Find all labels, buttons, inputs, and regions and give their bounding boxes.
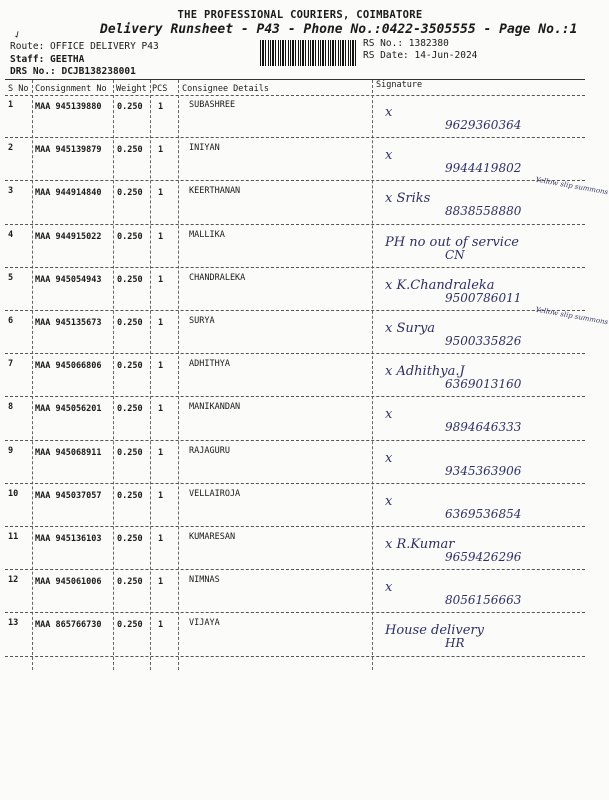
pen-mark: ✓	[11, 27, 24, 42]
row-signature: x	[385, 580, 393, 596]
row-consignment-no: MAA 945037057	[35, 490, 102, 501]
row-consignment-no: MAA 945054943	[35, 274, 102, 285]
row-weight: 0.250	[117, 534, 143, 544]
row-pcs: 1	[158, 447, 164, 458]
row-weight: 0.250	[117, 318, 143, 328]
row-sno: 6	[8, 316, 14, 326]
row-sno: 5	[8, 272, 14, 283]
row-signature: x	[385, 148, 393, 164]
row-sno: 8	[8, 402, 14, 413]
row-phone: 6369536854	[445, 506, 522, 521]
row-weight: 0.250	[117, 577, 143, 588]
row-consignee-name: INIYAN	[189, 143, 220, 154]
row-sno: 2	[8, 143, 14, 154]
row-consignment-no: MAA 945136103	[35, 534, 102, 544]
row-sno: 13	[8, 618, 19, 629]
row-separator	[5, 353, 585, 354]
row-pcs: 1	[158, 274, 164, 285]
row-consignment-no: MAA 945061006	[35, 577, 102, 588]
col-consignment: Consignment No	[35, 84, 107, 94]
header-bottom-rule	[5, 95, 585, 96]
row-consignment-no: MAA 945068911	[35, 447, 102, 458]
drs-number: DRS No.: DCJB138238001	[10, 66, 136, 77]
row-separator	[5, 267, 585, 268]
row-consignee-name: VIJAYA	[189, 618, 220, 629]
row-pcs: 1	[158, 490, 164, 501]
row-sno: 10	[8, 488, 19, 499]
row-separator	[5, 137, 585, 138]
col-sep	[113, 80, 114, 670]
col-sep	[32, 80, 33, 670]
row-consignee-name: RAJAGURU	[189, 445, 230, 456]
row-separator	[5, 440, 585, 441]
row-pcs: 1	[158, 361, 164, 372]
row-sno: 4	[8, 229, 14, 240]
row-consignee-name: NIMNAS	[189, 575, 220, 586]
row-sno: 7	[8, 359, 14, 370]
row-phone: CN	[445, 247, 465, 262]
row-phone: 9894646333	[445, 420, 522, 435]
row-phone: 9659426296	[445, 550, 522, 564]
row-pcs: 1	[158, 102, 164, 112]
row-signature: House delivery	[385, 623, 484, 639]
row-pcs: 1	[158, 404, 164, 415]
col-sep	[178, 80, 179, 670]
row-weight: 0.250	[117, 404, 143, 415]
row-phone: 8838558880	[445, 204, 522, 219]
row-sno: 11	[8, 532, 19, 542]
row-consignee-name: SURYA	[189, 316, 215, 326]
row-consignment-no: MAA 865766730	[35, 620, 102, 631]
row-separator	[5, 569, 585, 570]
row-pcs: 1	[158, 145, 164, 156]
row-separator	[5, 526, 585, 527]
row-pcs: 1	[158, 620, 164, 631]
row-signature: x R.Kumar	[385, 537, 455, 552]
row-note: Yellow slip summons	[534, 176, 609, 197]
row-consignee-name: ADHITHYA	[189, 359, 230, 370]
row-consignee-name: MANIKANDAN	[189, 402, 241, 413]
row-consignment-no: MAA 945139880	[35, 102, 102, 112]
row-phone: 9629360364	[445, 118, 522, 132]
row-consignee-name: SUBASHREE	[189, 100, 236, 110]
row-separator	[5, 224, 585, 225]
route-label: Route: OFFICE DELIVERY P43	[10, 41, 159, 52]
row-signature: x Surya	[385, 321, 436, 336]
row-signature: x	[385, 105, 393, 120]
col-consignee: Consignee Details	[182, 84, 269, 94]
row-phone: 9944419802	[445, 161, 522, 176]
col-sno: S No	[8, 84, 29, 94]
col-signature: Signature	[376, 80, 423, 90]
row-signature: x	[385, 493, 393, 509]
row-weight: 0.250	[117, 447, 143, 458]
row-consignment-no: MAA 944914840	[35, 188, 102, 199]
row-phone: 9500335826	[445, 334, 522, 348]
col-weight: Weight	[116, 84, 147, 94]
row-pcs: 1	[158, 534, 164, 544]
row-consignment-no: MAA 945139879	[35, 145, 102, 156]
staff-label: Staff: GEETHA	[10, 54, 85, 65]
row-phone: 8056156663	[445, 593, 522, 608]
row-weight: 0.250	[117, 145, 143, 156]
row-pcs: 1	[158, 577, 164, 588]
row-consignment-no: MAA 945135673	[35, 318, 102, 328]
row-phone: 9345363906	[445, 463, 522, 478]
row-pcs: 1	[158, 188, 164, 199]
row-sno: 12	[8, 575, 19, 586]
row-consignee-name: KUMARESAN	[189, 532, 236, 542]
row-consignment-no: MAA 945056201	[35, 404, 102, 415]
row-signature: x	[385, 407, 393, 423]
row-separator	[5, 310, 585, 311]
row-separator	[5, 180, 585, 181]
row-consignee-name: VELLAIROJA	[189, 488, 241, 499]
row-weight: 0.250	[117, 102, 143, 112]
row-consignee-name: MALLIKA	[189, 229, 225, 240]
row-separator	[5, 656, 585, 657]
row-sno: 1	[8, 100, 14, 110]
row-signature: x	[385, 450, 393, 466]
col-pcs: PCS	[152, 84, 168, 94]
runsheet-subtitle: Delivery Runsheet - P43 - Phone No.:0422-3505555 - Page No.:1	[100, 22, 578, 37]
row-signature: PH no out of service	[385, 234, 519, 250]
row-sno: 9	[8, 445, 14, 456]
row-weight: 0.250	[117, 490, 143, 501]
row-phone: HR	[445, 636, 465, 651]
row-consignee-name: CHANDRALEKA	[189, 272, 246, 283]
table-top-rule	[5, 79, 585, 80]
barcode	[260, 40, 356, 66]
rs-number: RS No.: 1382380	[363, 38, 449, 49]
row-weight: 0.250	[117, 274, 143, 285]
row-consignment-no: MAA 944915022	[35, 231, 102, 242]
row-weight: 0.250	[117, 361, 143, 372]
row-signature: x Sriks	[385, 191, 431, 207]
col-sep	[150, 80, 151, 670]
row-phone: 9500786011	[445, 290, 522, 305]
row-sno: 3	[8, 186, 14, 197]
row-signature: x K.Chandraleka	[385, 277, 495, 293]
row-separator	[5, 396, 585, 397]
row-weight: 0.250	[117, 231, 143, 242]
row-separator	[5, 483, 585, 484]
row-consignee-name: KEERTHANAN	[189, 186, 241, 197]
rs-date: RS Date: 14-Jun-2024	[363, 50, 478, 61]
col-sep	[372, 80, 373, 670]
row-signature: x Adhithya.J	[385, 364, 465, 380]
company-title: THE PROFESSIONAL COURIERS, COIMBATORE	[177, 9, 423, 21]
row-weight: 0.250	[117, 188, 143, 199]
row-pcs: 1	[158, 231, 164, 242]
row-weight: 0.250	[117, 620, 143, 631]
row-separator	[5, 612, 585, 613]
row-consignment-no: MAA 945066806	[35, 361, 102, 372]
row-pcs: 1	[158, 318, 164, 328]
row-phone: 6369013160	[445, 377, 522, 392]
row-note: Yellow slip summons	[534, 305, 609, 327]
